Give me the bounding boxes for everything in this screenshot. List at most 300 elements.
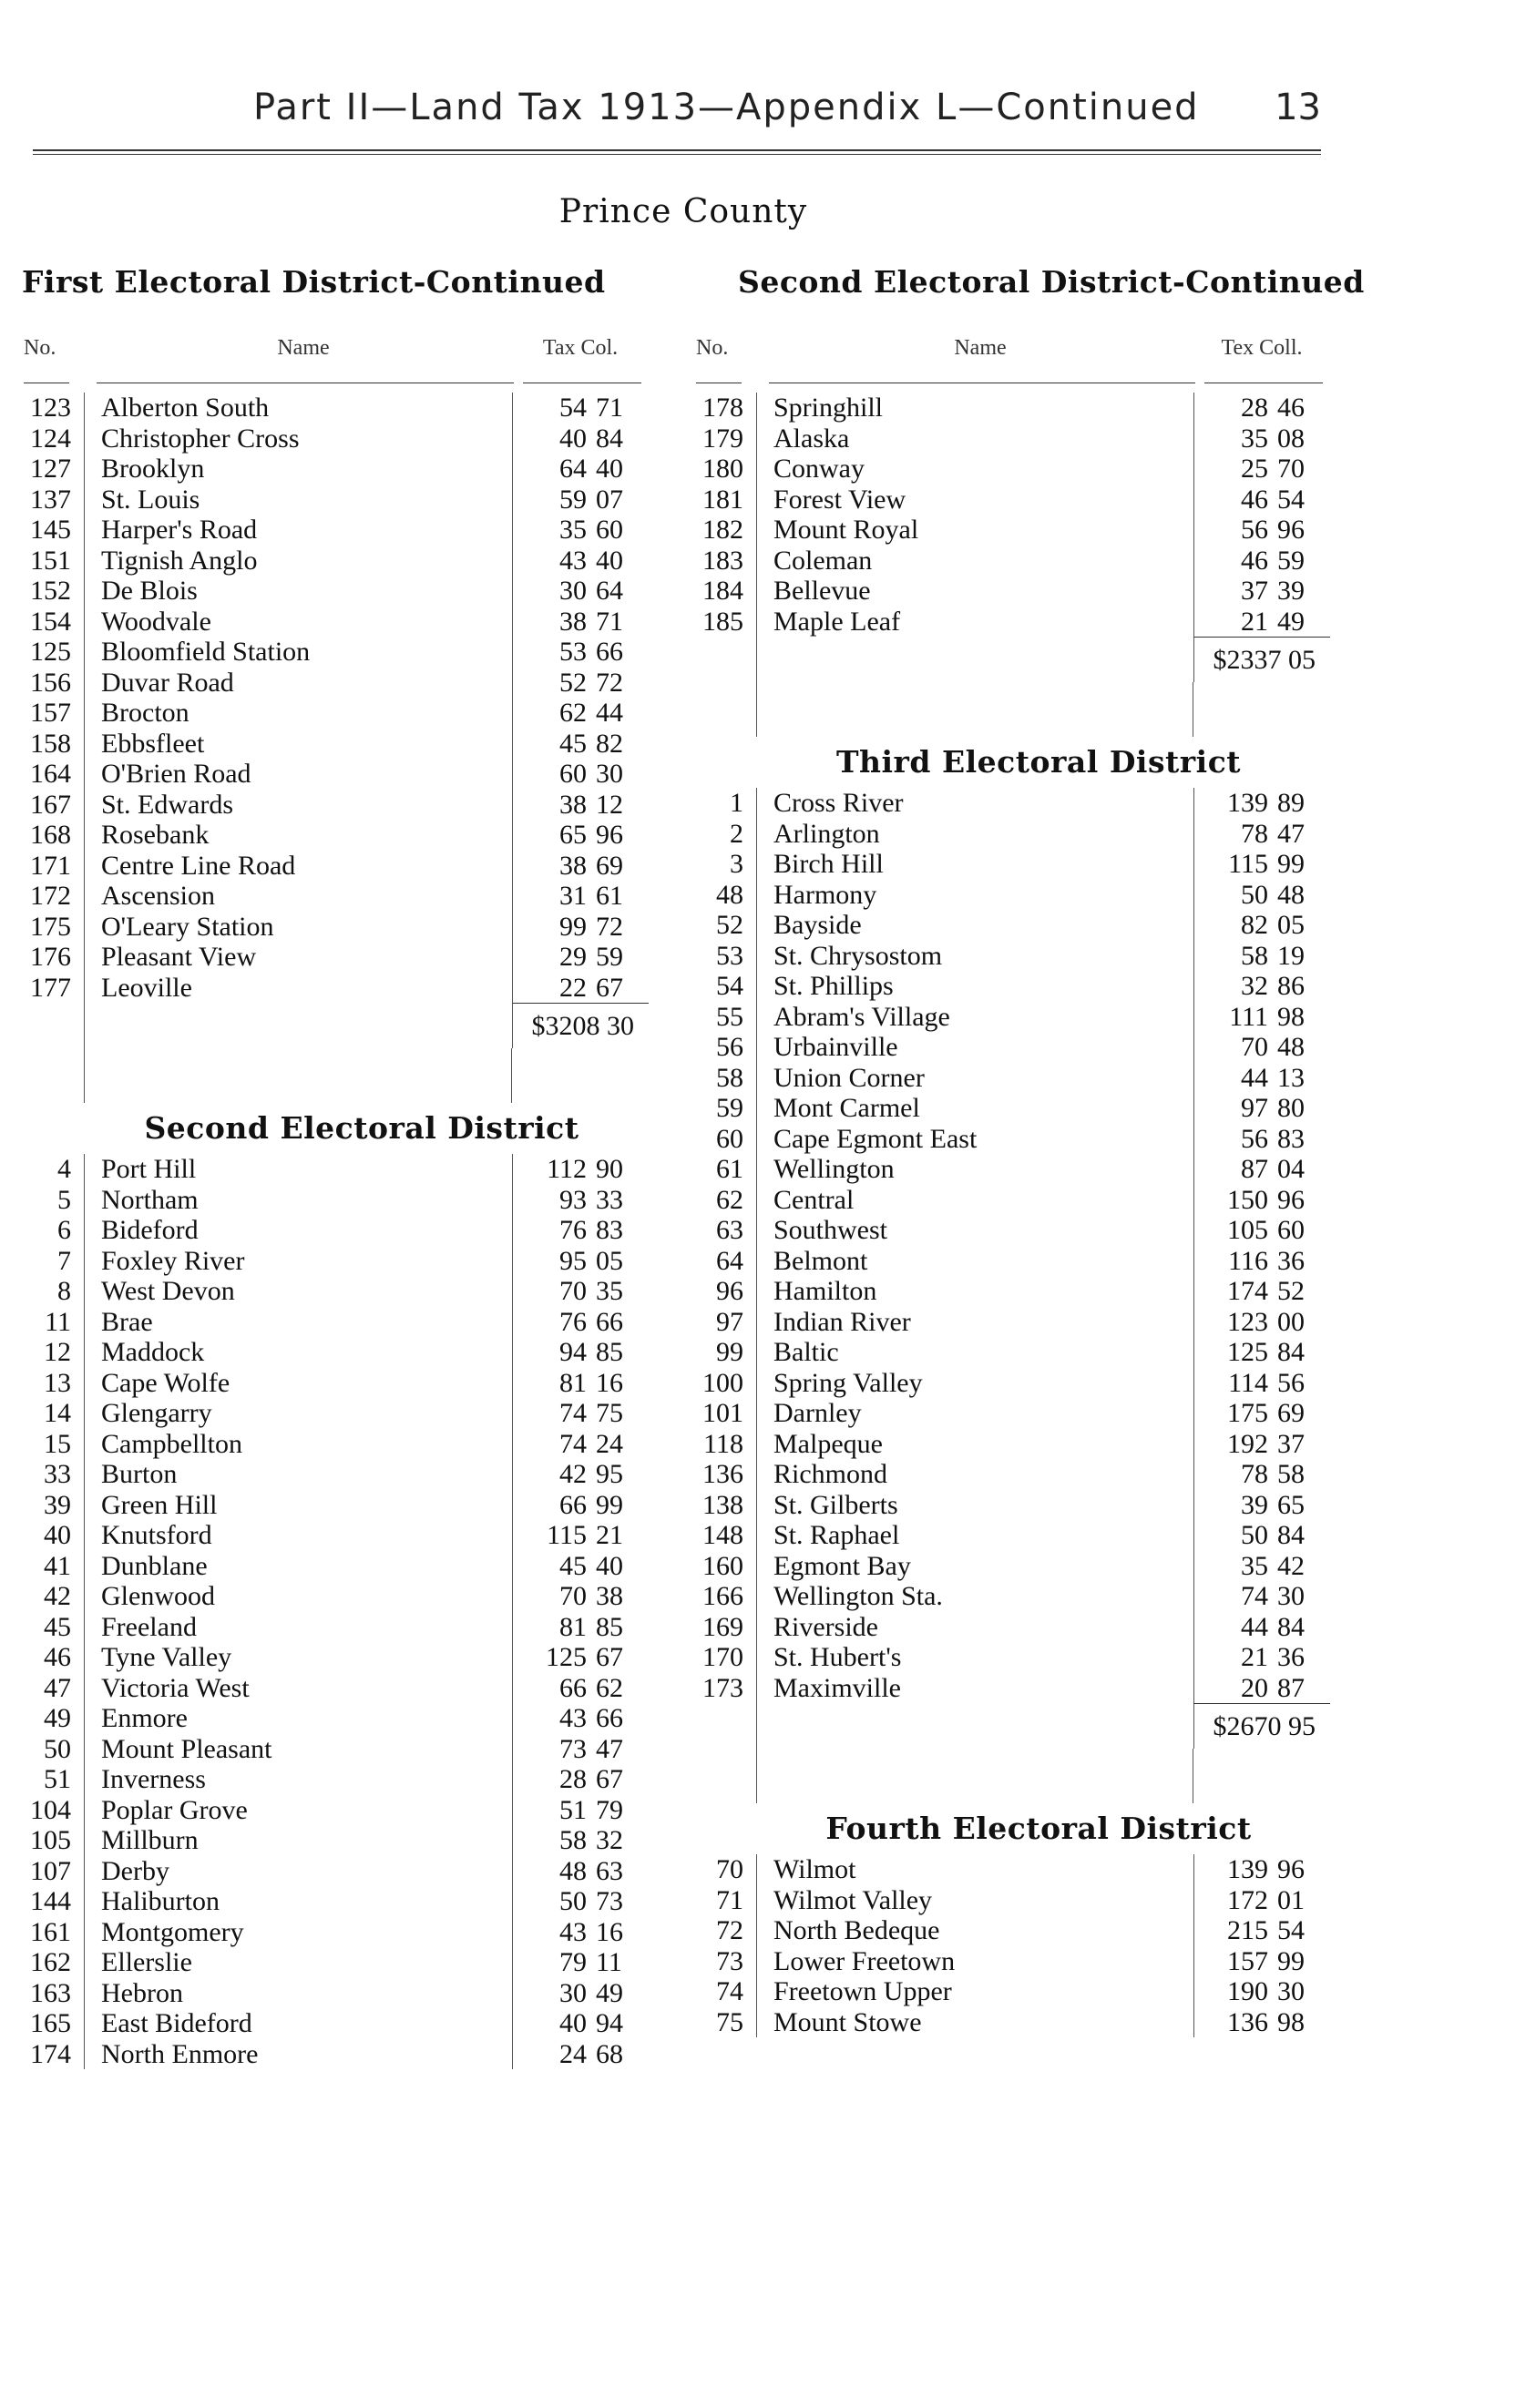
table-row — [692, 1459, 1330, 1490]
tax-collected — [1193, 1915, 1330, 1946]
tax-cents: 58 — [1277, 1459, 1305, 1489]
tax-dollars: 115 — [1228, 849, 1268, 879]
tax-collected — [512, 851, 649, 882]
district-name: Alberton South — [84, 393, 512, 423]
tax-dollars: 25 — [1241, 454, 1268, 484]
tax-dollars: 76 — [559, 1306, 587, 1337]
district-name: Richmond — [756, 1459, 1193, 1490]
tax-collected — [1193, 1276, 1330, 1307]
district-number: 3 — [730, 849, 743, 880]
district-number: 138 — [702, 1489, 743, 1520]
district-name: Mount Stowe — [756, 2007, 1193, 2038]
tax-cents: 79 — [596, 1794, 623, 1825]
tax-cents: 54 — [1277, 1915, 1305, 1945]
tax-collected — [512, 423, 649, 454]
district-name: Wilmot — [756, 1854, 1193, 1885]
tax-cents: 52 — [1277, 1276, 1305, 1306]
tax-collected — [512, 1886, 649, 1917]
tax-cents: 44 — [596, 698, 623, 728]
tax-cents: 96 — [596, 820, 623, 850]
table-row — [20, 1520, 649, 1551]
tax-cents: 66 — [596, 1306, 623, 1337]
district-number: 183 — [702, 545, 743, 576]
tax-dollars: 38 — [559, 850, 587, 881]
tax-collected — [1193, 788, 1330, 819]
tax-collected — [512, 393, 649, 423]
district-number: 96 — [716, 1276, 743, 1307]
table-row — [20, 1368, 649, 1399]
tax-dollars: 111 — [1229, 1001, 1268, 1032]
right-table-body — [692, 374, 1330, 2037]
tax-dollars: 50 — [559, 1886, 587, 1916]
table-row — [20, 698, 649, 729]
district-number: 144 — [30, 1886, 71, 1917]
table-row — [20, 1978, 649, 2009]
table-row — [20, 1276, 649, 1307]
tax-cents: 68 — [596, 2038, 623, 2069]
right-column — [692, 264, 1365, 2037]
district-number: 61 — [716, 1154, 743, 1185]
right-heading: Second Electoral District-Continued — [738, 264, 1365, 300]
district-name: Burton — [84, 1459, 512, 1490]
tax-dollars: 125 — [546, 1642, 587, 1672]
table-row — [20, 1337, 649, 1368]
table-row — [692, 2007, 1330, 2038]
tax-dollars: 39 — [1241, 1489, 1268, 1520]
district-name: Springhill — [756, 393, 1193, 423]
district-number: 54 — [716, 971, 743, 1002]
tax-cents: 99 — [596, 1489, 623, 1520]
tax-cents: 05 — [596, 1245, 623, 1276]
table-row — [692, 971, 1330, 1002]
district-number: 168 — [30, 820, 71, 851]
tax-dollars: 82 — [1241, 910, 1268, 940]
column-header-tax: Tex Coll. — [1221, 336, 1303, 360]
district-number: 100 — [702, 1367, 743, 1398]
district-name: Millburn — [84, 1825, 512, 1856]
tax-collected — [512, 1642, 649, 1673]
district-number: 12 — [44, 1337, 71, 1368]
tax-collected — [1193, 1032, 1330, 1063]
tax-cents: 84 — [1277, 1611, 1305, 1642]
tax-collected — [1193, 971, 1330, 1002]
table-row — [20, 393, 649, 423]
table-row — [20, 1764, 649, 1795]
district-number: 118 — [703, 1428, 743, 1459]
tax-collected — [1193, 1612, 1330, 1643]
district-name: Lower Freetown — [756, 1946, 1193, 1977]
tax-dollars: 192 — [1227, 1428, 1268, 1459]
district-name: Haliburton — [84, 1886, 512, 1917]
tax-collected — [512, 454, 649, 485]
tax-collected — [1193, 1551, 1330, 1582]
tax-cents: 90 — [596, 1154, 623, 1184]
district-name: Montgomery — [84, 1917, 512, 1948]
tax-cents: 12 — [596, 789, 623, 820]
tax-cents: 89 — [1277, 788, 1305, 818]
district-name: Arlington — [756, 819, 1193, 850]
table-row — [692, 423, 1330, 454]
district-name: Central — [756, 1185, 1193, 1216]
district-number: 137 — [30, 484, 71, 515]
district-name: St. Raphael — [756, 1520, 1193, 1551]
tax-dollars: 30 — [559, 576, 587, 606]
district-name: Indian River — [756, 1307, 1193, 1338]
district-name: Conway — [756, 454, 1193, 485]
district-name: St. Edwards — [84, 790, 512, 821]
district-name: Coleman — [756, 546, 1193, 576]
tax-collected — [1193, 1398, 1330, 1429]
tax-collected — [512, 1215, 649, 1246]
tax-cents: 67 — [596, 1642, 623, 1672]
district-number: 164 — [30, 759, 71, 790]
district-name: Egmont Bay — [756, 1551, 1193, 1582]
district-number: 72 — [716, 1915, 743, 1946]
district-name: Mount Royal — [756, 515, 1193, 546]
tax-cents: 47 — [596, 1733, 623, 1764]
tax-dollars: 70 — [1241, 1032, 1268, 1062]
tax-cents: 83 — [1277, 1123, 1305, 1154]
tax-cents: 42 — [1277, 1550, 1305, 1581]
district-number: 47 — [44, 1672, 71, 1703]
tax-cents: 85 — [596, 1337, 623, 1367]
tax-cents: 30 — [1277, 1976, 1305, 2006]
tax-dollars: 45 — [559, 728, 587, 759]
tax-dollars: 60 — [559, 759, 587, 789]
district-name: Freetown Upper — [756, 1976, 1193, 2007]
district-name: Mount Pleasant — [84, 1734, 512, 1765]
district-number: 157 — [30, 698, 71, 729]
district-name: Ellerslie — [84, 1947, 512, 1978]
tax-collected — [1193, 1185, 1330, 1216]
tax-dollars: 54 — [559, 393, 587, 423]
tax-dollars: 76 — [559, 1215, 587, 1245]
tax-cents: 19 — [1277, 940, 1305, 971]
district-number: 161 — [30, 1916, 71, 1947]
district-name: Baltic — [756, 1337, 1193, 1368]
tax-cents: 71 — [596, 393, 623, 423]
district-number: 64 — [716, 1245, 743, 1276]
district-name: North Enmore — [84, 2039, 512, 2070]
district-number: 124 — [30, 423, 71, 454]
tax-cents: 95 — [596, 1459, 623, 1489]
district-name: Bloomfield Station — [84, 637, 512, 668]
table-row — [692, 1398, 1330, 1429]
table-row — [20, 485, 649, 515]
tax-collected — [512, 1368, 649, 1399]
county-title: Prince County — [558, 193, 808, 230]
district-name: Victoria West — [84, 1673, 512, 1704]
tax-cents: 64 — [596, 576, 623, 606]
district-number: 73 — [716, 1945, 743, 1976]
tax-cents: 98 — [1277, 2006, 1305, 2037]
tax-collected — [1193, 1459, 1330, 1490]
table-row — [692, 1612, 1330, 1643]
district-name: Derby — [84, 1856, 512, 1887]
district-number: 60 — [716, 1123, 743, 1154]
total-name — [756, 1703, 1193, 1749]
table-row — [20, 454, 649, 485]
tax-dollars: 78 — [1241, 818, 1268, 849]
tax-dollars: 136 — [1227, 2006, 1268, 2037]
tax-dollars: 38 — [559, 606, 587, 637]
tax-dollars: 43 — [559, 1703, 587, 1733]
table-row — [20, 2039, 649, 2070]
tax-collected — [512, 1612, 649, 1643]
tax-cents: 16 — [596, 1916, 623, 1947]
tax-cents: 54 — [1277, 484, 1305, 515]
tax-collected — [512, 515, 649, 546]
left-column-headers — [20, 336, 649, 374]
table-row — [20, 668, 649, 699]
tax-dollars: 66 — [559, 1672, 587, 1703]
district-name: Alaska — [756, 423, 1193, 454]
section-spacer — [692, 1749, 1330, 1803]
table-row — [20, 1856, 649, 1887]
district-name: Southwest — [756, 1215, 1193, 1246]
district-number: 101 — [702, 1398, 743, 1429]
district-name: Birch Hill — [756, 849, 1193, 880]
tax-collected — [1193, 1337, 1330, 1368]
table-row — [20, 637, 649, 668]
tax-collected — [512, 1490, 649, 1521]
tax-dollars: 56 — [1241, 1123, 1268, 1154]
column-header-name: Name — [954, 336, 1007, 360]
table-row — [20, 1307, 649, 1338]
tax-cents: 32 — [596, 1825, 623, 1855]
district-number: 152 — [30, 576, 71, 607]
tax-collected — [512, 1825, 649, 1856]
district-name: St. Gilberts — [756, 1490, 1193, 1521]
tax-cents: 05 — [1277, 910, 1305, 940]
tax-cents: 61 — [596, 881, 623, 911]
district-name: O'Brien Road — [84, 759, 512, 790]
district-number: 52 — [716, 910, 743, 941]
tax-cents: 62 — [596, 1672, 623, 1703]
table-row — [20, 1581, 649, 1612]
section-spacer — [20, 1048, 649, 1103]
tax-collected — [1193, 880, 1330, 911]
table-row — [20, 2008, 649, 2039]
district-number: 4 — [57, 1154, 71, 1185]
tax-dollars: 79 — [559, 1947, 587, 1977]
tax-dollars: 38 — [559, 789, 587, 820]
district-number: 182 — [702, 515, 743, 546]
section-heading: Second Electoral District — [144, 1110, 579, 1146]
tax-cents: 67 — [596, 1764, 623, 1794]
district-name: St. Phillips — [756, 971, 1193, 1002]
tax-dollars: 21 — [1241, 606, 1268, 637]
table-row — [20, 1825, 649, 1856]
tax-dollars: 93 — [559, 1184, 587, 1215]
tax-collected — [512, 485, 649, 515]
district-number: 41 — [44, 1550, 71, 1581]
district-name: Brae — [84, 1307, 512, 1338]
tax-collected — [512, 973, 649, 1004]
table-row — [692, 1885, 1330, 1916]
tax-cents: 86 — [1277, 971, 1305, 1001]
table-row — [692, 1946, 1330, 1977]
tax-dollars: 30 — [559, 1977, 587, 2008]
table-row — [692, 1520, 1330, 1551]
district-number: 173 — [702, 1672, 743, 1703]
left-table-body — [20, 374, 649, 2069]
tax-collected — [1193, 1885, 1330, 1916]
district-number: 59 — [716, 1093, 743, 1124]
tax-collected — [1193, 1246, 1330, 1277]
district-number: 179 — [702, 423, 743, 454]
tax-cents: 99 — [1277, 1945, 1305, 1976]
left-column — [20, 264, 649, 2069]
district-number: 49 — [44, 1703, 71, 1734]
table-row — [20, 1551, 649, 1582]
district-name: Bellevue — [756, 576, 1193, 607]
table-row — [692, 1337, 1330, 1368]
district-number: 48 — [716, 879, 743, 910]
district-name: Hamilton — [756, 1276, 1193, 1307]
district-number: 6 — [57, 1215, 71, 1246]
district-name: Poplar Grove — [84, 1795, 512, 1826]
district-number: 14 — [44, 1398, 71, 1429]
district-name: Tignish Anglo — [84, 546, 512, 576]
district-name: Maple Leaf — [756, 607, 1193, 638]
tax-cents: 99 — [1277, 849, 1305, 879]
tax-dollars: 115 — [547, 1520, 587, 1550]
total-row — [692, 637, 1330, 682]
total-name — [756, 637, 1193, 682]
tax-collected — [1193, 1520, 1330, 1551]
tax-collected — [1193, 1093, 1330, 1124]
spacer-no — [692, 1749, 756, 1803]
tax-collected — [1193, 1002, 1330, 1033]
tax-cents: 66 — [596, 1703, 623, 1733]
total-row — [692, 1703, 1330, 1749]
district-name: De Blois — [84, 576, 512, 607]
tax-dollars: 74 — [559, 1428, 587, 1459]
tax-collected — [1193, 546, 1330, 576]
tax-collected — [512, 1856, 649, 1887]
tax-cents: 72 — [596, 911, 623, 942]
district-number: 58 — [716, 1062, 743, 1093]
tax-collected — [1193, 1307, 1330, 1338]
left-heading: First Electoral District-Continued — [22, 264, 606, 300]
table-row — [692, 546, 1330, 576]
tax-cents: 66 — [596, 637, 623, 667]
district-name: Harper's Road — [84, 515, 512, 546]
tax-dollars: 150 — [1227, 1184, 1268, 1215]
tax-cents: 84 — [1277, 1520, 1305, 1550]
tax-dollars: 99 — [559, 911, 587, 942]
table-row — [692, 1490, 1330, 1521]
district-name: Glenwood — [84, 1581, 512, 1612]
tax-dollars: 37 — [1241, 576, 1268, 606]
district-name: Bayside — [756, 910, 1193, 941]
tax-dollars: 28 — [559, 1764, 587, 1794]
district-name: Wellington — [756, 1154, 1193, 1185]
table-row — [692, 788, 1330, 819]
header-rule — [33, 149, 1321, 155]
tax-dollars: 73 — [559, 1733, 587, 1764]
tax-collected — [512, 1947, 649, 1978]
tax-dollars: 22 — [559, 972, 587, 1003]
tax-collected — [1193, 485, 1330, 515]
district-name: Knutsford — [84, 1520, 512, 1551]
tax-collected — [512, 2008, 649, 2039]
tax-dollars: 125 — [1227, 1337, 1268, 1367]
tax-dollars: 157 — [1227, 1945, 1268, 1976]
tax-cents: 59 — [596, 942, 623, 972]
table-row — [20, 1703, 649, 1734]
table-row — [20, 1917, 649, 1948]
tax-collected — [512, 1185, 649, 1216]
tax-cents: 30 — [596, 759, 623, 789]
district-number: 8 — [57, 1276, 71, 1307]
tax-collected — [1193, 1429, 1330, 1460]
tax-collected — [512, 1917, 649, 1948]
district-name: Ebbsfleet — [84, 729, 512, 760]
district-name: Forest View — [756, 485, 1193, 515]
tax-cents: 13 — [1277, 1062, 1305, 1093]
tax-collected — [512, 1307, 649, 1338]
table-row — [692, 1429, 1330, 1460]
tax-dollars: 215 — [1227, 1915, 1268, 1945]
tax-dollars: 21 — [1241, 1642, 1268, 1672]
district-name: Belmont — [756, 1246, 1193, 1277]
column-header-name: Name — [277, 336, 330, 360]
header-underline — [692, 374, 1330, 383]
tax-cents: 46 — [1277, 393, 1305, 423]
district-number: 167 — [30, 789, 71, 820]
district-number: 174 — [30, 2038, 71, 2069]
tax-dollars: 46 — [1241, 484, 1268, 515]
table-row — [20, 1886, 649, 1917]
tax-dollars: 29 — [559, 942, 587, 972]
district-name: Abram's Village — [756, 1002, 1193, 1033]
table-row — [692, 1581, 1330, 1612]
district-name: Spring Valley — [756, 1368, 1193, 1399]
spacer-name — [756, 682, 1193, 737]
tax-collected — [512, 1429, 649, 1460]
tax-cents: 36 — [1277, 1245, 1305, 1276]
tax-collected — [512, 942, 649, 973]
district-name: Centre Line Road — [84, 851, 512, 882]
tax-cents: 04 — [1277, 1154, 1305, 1184]
table-row — [20, 423, 649, 454]
tax-collected — [1193, 1946, 1330, 1977]
district-name: Hebron — [84, 1978, 512, 2009]
table-row — [20, 1459, 649, 1490]
district-number: 163 — [30, 1977, 71, 2008]
tax-cents: 37 — [1277, 1428, 1305, 1459]
district-number: 56 — [716, 1032, 743, 1063]
tax-cents: 83 — [596, 1215, 623, 1245]
table-row — [20, 973, 649, 1004]
tax-cents: 63 — [596, 1855, 623, 1886]
tax-dollars: 50 — [1241, 879, 1268, 910]
district-number: 51 — [44, 1764, 71, 1795]
tax-collected — [512, 546, 649, 576]
table-row — [20, 942, 649, 973]
district-number: 70 — [716, 1854, 743, 1885]
tax-dollars: 139 — [1227, 1854, 1268, 1884]
tax-collected — [512, 607, 649, 638]
tax-collected — [1193, 1976, 1330, 2007]
tax-cents: 98 — [1277, 1001, 1305, 1032]
tax-dollars: 62 — [559, 698, 587, 728]
tax-cents: 39 — [1277, 576, 1305, 606]
district-name: Glengarry — [84, 1398, 512, 1429]
tax-dollars: 70 — [559, 1581, 587, 1611]
